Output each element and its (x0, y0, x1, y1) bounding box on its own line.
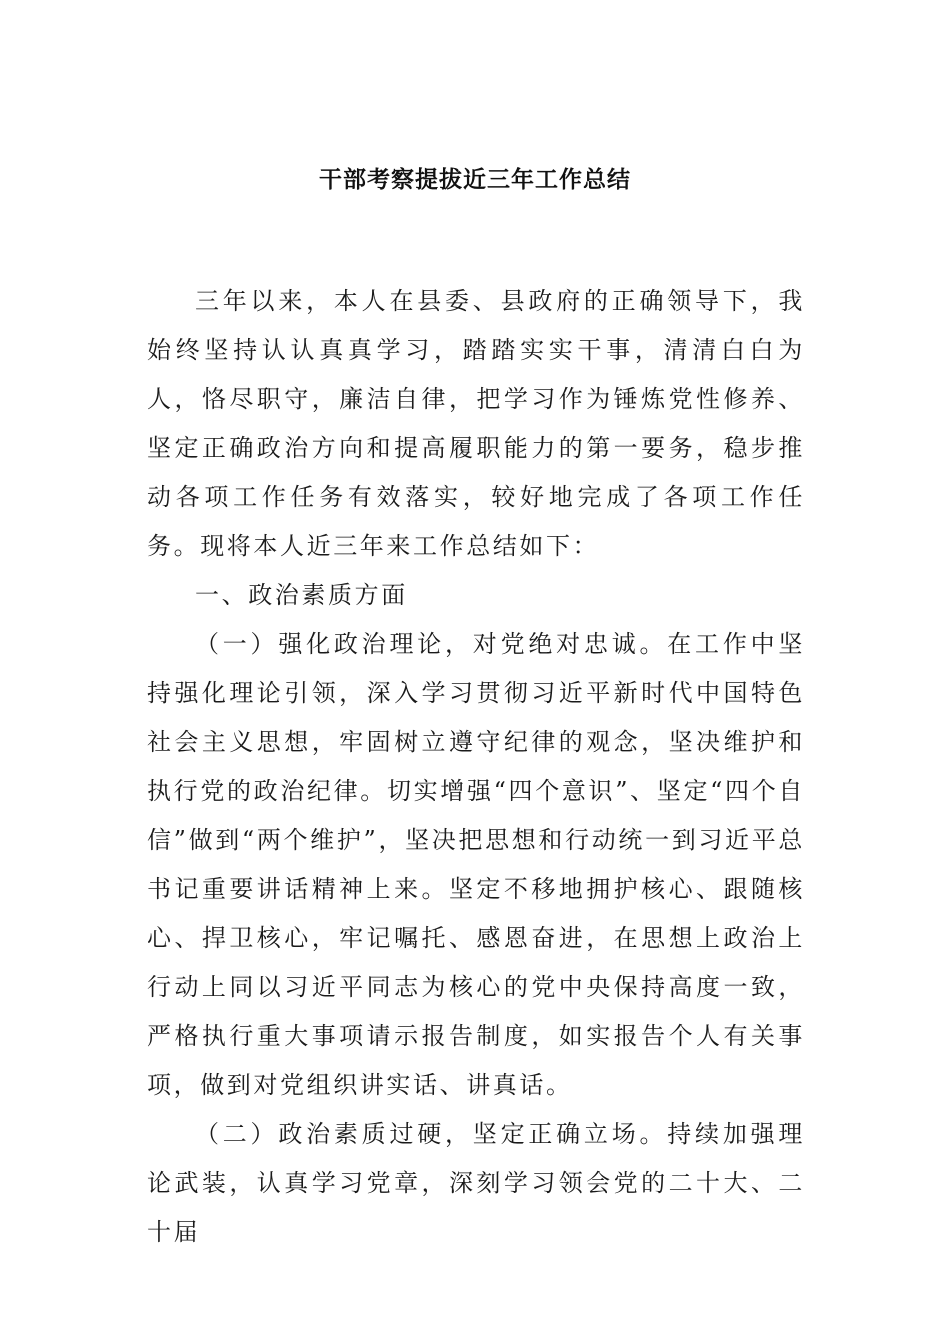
document-title: 干部考察提拔近三年工作总结 (319, 167, 631, 193)
section-heading-political-quality: 一、政治素质方面 (195, 581, 408, 609)
subsection-paragraph-1: （一）强化政治理论，对党绝对忠诚。在工作中坚持强化理论引领，深入学习贯彻习近平新时代中国特色社会主义思想，牢固树立遵守纪律的观念，坚决维护和执行党的政治纪律。切实增强“四个意识”、坚定“四个自信”做到“两个维护”，坚决把思想和行动统一到习近平总书记重要讲话精神上来。坚定不移地拥护核心、跟随核心、捍卫核心，牢记嘱托、感恩奋进，在思想上政治上行动上同以习近平同志为核心的党中央保持高度一致，严格执行重大事项请示报告制度，如实报告个人有关事项，做到对党组织讲实话、讲真话。 (147, 630, 805, 1099)
intro-paragraph: 三年以来，本人在县委、县政府的正确领导下，我始终坚持认认真真学习，踏踏实实干事，清清白白为人，恪尽职守，廉洁自律，把学习作为锤炼党性修养、坚定正确政治方向和提高履职能力的第一要务，稳步推动各项工作任务有效落实，较好地完成了各项工作任务。现将本人近三年来工作总结如下： (147, 287, 805, 560)
document-body (147, 277, 805, 1257)
subsection-paragraph-2: （二）政治素质过硬，坚定正确立场。持续加强理论武装，认真学习党章，深刻学习领会党的二十大、二十届 (147, 1120, 805, 1246)
